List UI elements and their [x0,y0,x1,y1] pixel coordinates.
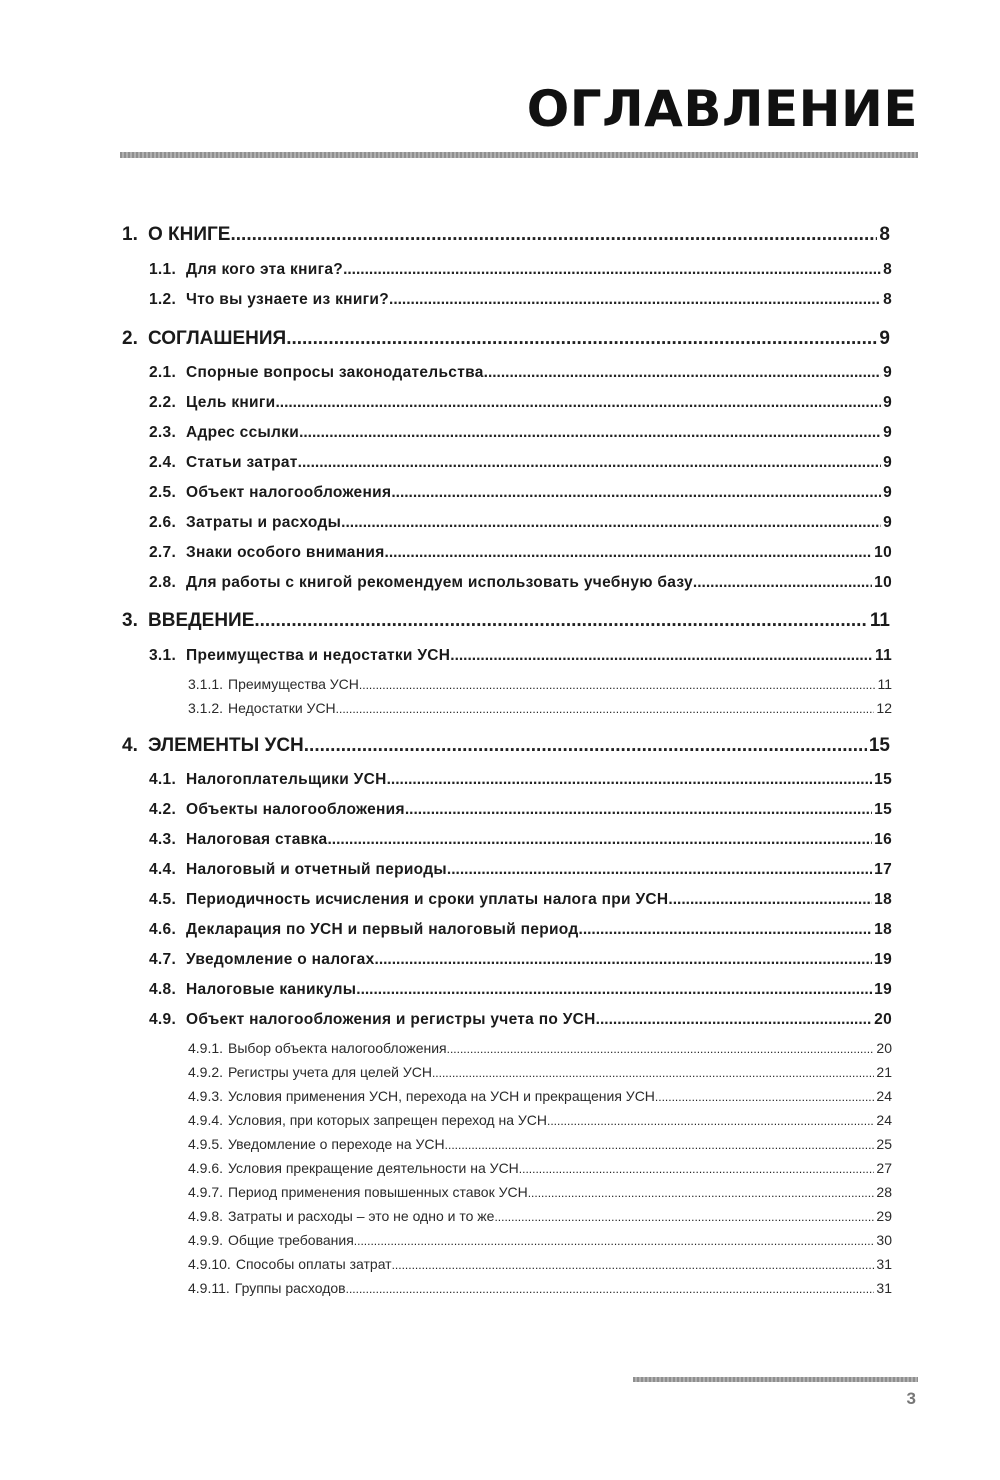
toc-entry [122,328,890,350]
toc-entry [122,735,890,757]
toc-entry-label: Преимущества УСН [228,676,359,692]
toc-entry-number: 4.1. [149,771,177,788]
toc-entry-page: 19 [874,951,892,968]
toc-entry [149,484,892,502]
toc-entry-number: 4.9.2. [188,1064,224,1080]
toc-entry-page: 9 [883,454,892,471]
toc-entry [122,610,890,632]
toc-entry [149,574,892,592]
toc-entry [149,261,892,279]
dot-leader [547,1114,874,1128]
toc-entry-page: 24 [876,1088,892,1104]
dot-leader [298,454,881,472]
toc-entry [188,1280,892,1296]
footer-rule [633,1377,918,1382]
toc-entry [149,394,892,412]
dot-leader [405,801,872,819]
toc-entry-page: 28 [876,1184,892,1200]
toc-entry-label: Для работы с книгой рекомендуем использовать учебную базу [186,574,693,591]
toc-entry-number: 4.9.9. [188,1232,224,1248]
dot-leader [343,261,881,279]
toc-entry-label: Налогоплательщики УСН [186,771,387,788]
toc-entry-page: 9 [883,514,892,531]
toc-entry-label: Объекты налогообложения [186,801,405,818]
title-underline [120,152,918,158]
toc-entry [188,1088,892,1104]
toc-entry [149,831,892,849]
toc-entry-page: 29 [876,1208,892,1224]
toc-entry-number: 4.9.8. [188,1208,224,1224]
dot-leader [327,831,872,849]
toc-entry [188,1184,892,1200]
toc-entry [149,647,892,665]
toc-entry-page: 20 [874,1011,892,1028]
toc-entry [188,1112,892,1128]
toc-entry-label: Налоговый и отчетный периоды [186,861,447,878]
toc-entry-page: 8 [883,291,892,308]
dot-leader [484,364,881,382]
toc-entry-page: 9 [883,484,892,501]
toc-entry-label: Уведомление о переходе на УСН [228,1136,445,1152]
toc-entry-number: 4.9.3. [188,1088,224,1104]
toc-entry [149,291,892,309]
toc-entry-label: Периодичность исчисления и сроки уплаты налога при УСН [186,891,669,908]
toc-entry-label: Условия прекращение деятельности на УСН [228,1160,519,1176]
toc-entry-label: ВВЕДЕНИЕ [148,610,255,631]
toc-entry-label: Затраты и расходы [186,514,342,531]
toc-entry-number: 2.1. [149,364,177,381]
dot-leader [254,610,868,632]
page-number: 3 [906,1389,916,1408]
toc-entry [188,1064,892,1080]
toc-entry-number: 4.8. [149,981,177,998]
dot-leader [655,1090,875,1104]
toc-entry-page: 9 [883,394,892,411]
toc-entry-number: 2.7. [149,544,177,561]
toc-entry [149,1011,892,1029]
toc-entry-number: 4.3. [149,831,177,848]
dot-leader [391,484,881,502]
toc-entry-number: 2.4. [149,454,177,471]
toc-entry-page: 9 [879,328,890,349]
toc-entry-number: 4.2. [149,801,177,818]
toc-entry-number: 2.5. [149,484,177,501]
toc-entry-label: Что вы узнаете из книги? [186,291,390,308]
toc-entry-number: 4. [122,735,138,756]
toc-entry [188,676,892,692]
toc-entry-number: 4.5. [149,891,177,908]
dot-leader [389,291,881,309]
dot-leader [385,544,873,562]
toc-entry-label: Период применения повышенных ставок УСН [228,1184,528,1200]
toc-entry [149,364,892,382]
toc-entry-label: СОГЛАШЕНИЯ [148,328,287,349]
toc-entry-label: Условия применения УСН, перехода на УСН и прекращения УСН [228,1088,655,1104]
toc-entry [149,981,892,999]
dot-leader [341,514,881,532]
dot-leader [447,861,872,879]
dot-leader [359,678,876,692]
dot-leader [447,1042,875,1056]
toc-entry-page: 15 [874,801,892,818]
toc-entry-page: 27 [876,1160,892,1176]
dot-leader [693,574,872,592]
toc-entry-number: 1. [122,224,138,245]
toc-entry [149,951,892,969]
toc-entry-label: Недостатки УСН [228,700,336,716]
toc-entry [149,514,892,532]
toc-entry-number: 2. [122,328,138,349]
toc-entry [149,424,892,442]
toc-entry-number: 4.9.6. [188,1160,224,1176]
toc-entry-label: Статьи затрат [186,454,298,471]
dot-leader [230,224,877,246]
toc-entry-page: 19 [874,981,892,998]
toc-entry-label: Объект налогообложения [186,484,392,501]
toc-entry-page: 18 [874,891,892,908]
toc-entry-number: 2.8. [149,574,177,591]
toc-entry-number: 1.1. [149,261,177,278]
toc-entry-page: 11 [875,647,892,664]
toc-entry [149,801,892,819]
toc-entry [149,771,892,789]
toc-entry-label: Декларация по УСН и первый налоговый период [186,921,579,938]
toc-entry [188,1160,892,1176]
toc-entry-page: 8 [883,261,892,278]
toc-entry-number: 2.3. [149,424,177,441]
toc-entry-page: 21 [876,1064,892,1080]
dot-leader [519,1162,875,1176]
toc-entry-page: 11 [877,676,892,692]
toc-entry-label: Затраты и расходы – это не одно и то же [228,1208,495,1224]
toc-entry [149,921,892,939]
toc-entry-number: 3. [122,610,138,631]
dot-leader [375,951,873,969]
toc-entry-page: 18 [874,921,892,938]
toc-entry-page: 31 [876,1280,892,1296]
toc-entry-label: Регистры учета для целей УСН [228,1064,432,1080]
toc-entry [149,454,892,472]
toc-entry-label: ЭЛЕМЕНТЫ УСН [148,735,304,756]
toc-entry-number: 4.6. [149,921,177,938]
dot-leader [286,328,877,350]
toc-entry-label: Налоговая ставка [186,831,328,848]
dot-leader [579,921,873,939]
toc-entry-label: Способы оплаты затрат [235,1256,392,1272]
toc-entry-number: 4.9.4. [188,1112,224,1128]
toc-entry-number: 4.9. [149,1011,177,1028]
toc-entry-number: 2.6. [149,514,177,531]
toc-entry-label: Уведомление о налогах [186,951,375,968]
toc-entry [188,1256,892,1272]
toc-entry [188,1040,892,1056]
toc-entry-page: 12 [876,700,892,716]
toc-entry [149,891,892,909]
toc-entry-number: 4.4. [149,861,177,878]
toc-entry-page: 17 [874,861,892,878]
toc-entry-label: Выбор объекта налогообложения [228,1040,447,1056]
dot-leader [354,1234,875,1248]
dot-leader [528,1186,875,1200]
page-title: ОГЛАВЛЕНИЕ [526,80,918,138]
toc-entry-number: 4.9.10. [188,1256,231,1272]
toc-entry-number: 3.1.1. [188,676,224,692]
toc-entry-page: 11 [869,610,890,631]
toc-entry-label: Налоговые каникулы [186,981,357,998]
toc-entry-page: 9 [883,364,892,381]
dot-leader [668,891,872,909]
dot-leader [356,981,872,999]
toc-entry [149,544,892,562]
dot-leader [445,1138,875,1152]
dot-leader [346,1282,875,1296]
toc-entry-label: Условия, при которых запрещен переход на УСН [228,1112,547,1128]
toc-entry-number: 2.2. [149,394,177,411]
toc-entry-number: 4.9.1. [188,1040,224,1056]
dot-leader [450,647,873,665]
toc-entry-label: Знаки особого внимания [186,544,385,561]
toc-entry-page: 25 [876,1136,892,1152]
toc-entry-number: 4.7. [149,951,177,968]
dot-leader [275,394,881,412]
toc-entry-label: О КНИГЕ [148,224,231,245]
dot-leader [432,1066,874,1080]
toc-entry-number: 3.1. [149,647,177,664]
toc-entry-number: 4.9.11. [188,1280,230,1296]
toc-entry-label: Для кого эта книга? [186,261,344,278]
toc-entry-label: Преимущества и недостатки УСН [186,647,451,664]
dot-leader [304,735,867,757]
toc-entry-page: 15 [868,735,890,756]
toc-entry-label: Спорные вопросы законодательства [186,364,484,381]
toc-entry-number: 3.1.2. [188,700,224,716]
dot-leader [494,1210,874,1224]
dot-leader [387,771,873,789]
toc-entry-page: 8 [879,224,890,245]
toc-entry-label: Адрес ссылки [186,424,300,441]
toc-entry [188,1208,892,1224]
toc-entry-label: Группы расходов [234,1280,346,1296]
toc-entry-label: Общие требования [228,1232,354,1248]
toc-entry-page: 30 [876,1232,892,1248]
toc-entry-label: Объект налогообложения и регистры учета по УСН [186,1011,596,1028]
toc-entry-page: 16 [874,831,892,848]
toc-entry-page: 31 [876,1256,892,1272]
toc-entry-number: 4.9.5. [188,1136,224,1152]
dot-leader [392,1258,875,1272]
toc-entry-label: Цель книги [186,394,276,411]
dot-leader [596,1011,872,1029]
toc-entry-number: 1.2. [149,291,177,308]
toc-entry-page: 15 [874,771,892,788]
toc-entry [122,224,890,246]
toc-entry-page: 24 [876,1112,892,1128]
toc-entry [149,861,892,879]
toc-entry-page: 9 [883,424,892,441]
toc-entry-page: 10 [874,574,892,591]
toc-entry-page: 10 [874,544,892,561]
toc-entry [188,700,892,716]
toc-entry [188,1136,892,1152]
toc-entry-number: 4.9.7. [188,1184,224,1200]
dot-leader [336,702,875,716]
toc-entry-page: 20 [876,1040,892,1056]
toc-entry [188,1232,892,1248]
dot-leader [299,424,881,442]
